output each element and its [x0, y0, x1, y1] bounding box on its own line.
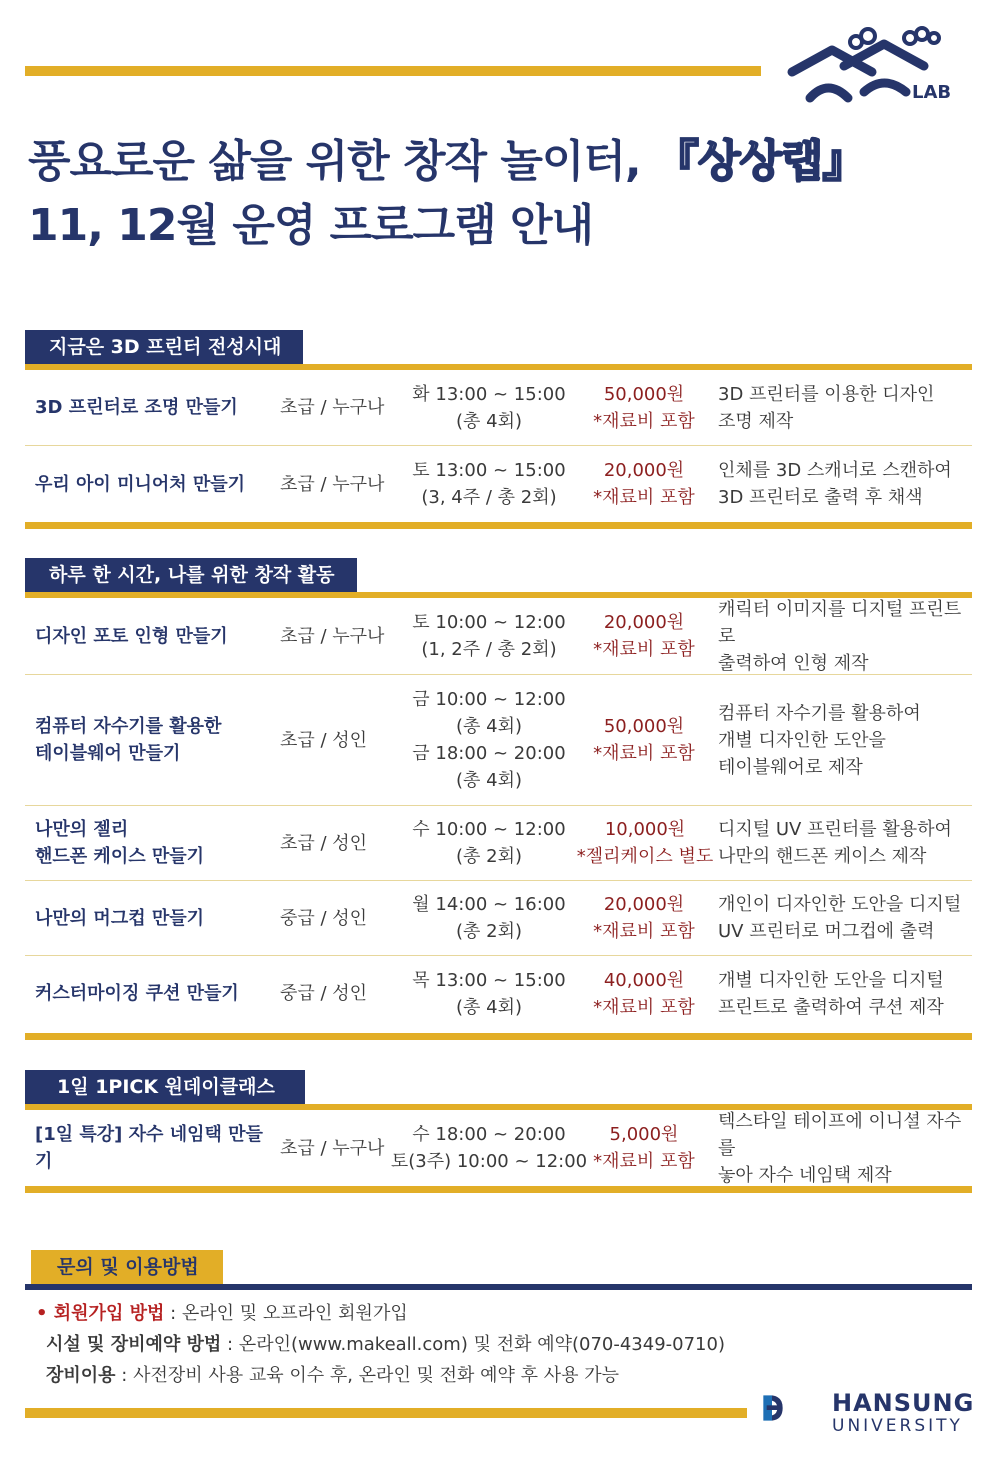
- title-line-2: 11, 12월 운영 프로그램 안내: [28, 200, 593, 251]
- name-line: 핸드폰 케이스 만들기: [35, 846, 205, 867]
- name-line: 3D 프린터로 조명 만들기: [35, 397, 238, 418]
- program-price: [578, 956, 710, 1031]
- section-tag: 하루 한 시간, 나를 위한 창작 활동: [25, 558, 357, 592]
- footer-sub: UNIVERSITY: [832, 1416, 963, 1436]
- program-price: [578, 370, 710, 445]
- desc-line: 나만의 핸드폰 케이스 제작: [718, 846, 927, 867]
- program-name: [35, 598, 280, 674]
- time-line: 금 18:00 ~ 20:00: [412, 743, 566, 764]
- program-description: [718, 956, 972, 1031]
- time-line: 수 18:00 ~ 20:00: [412, 1124, 566, 1145]
- time-line: 수 10:00 ~ 12:00: [412, 819, 566, 840]
- desc-line: UV 프린터로 머그컵에 출력: [718, 921, 935, 942]
- price-note: *재료비 포함: [593, 743, 695, 764]
- price-amount: 40,000원: [603, 969, 685, 991]
- desc-line: 3D 프린터를 이용한 디자인: [718, 383, 935, 405]
- program-row: [25, 675, 972, 806]
- name-line: 나만의 젤리: [35, 819, 129, 840]
- program-time: [400, 806, 578, 880]
- section-3d-printer: [25, 330, 972, 531]
- desc-line: 3D 프린터로 출력 후 채색: [718, 487, 923, 508]
- time-line: (총 4회): [456, 716, 522, 737]
- program-description: [718, 598, 972, 674]
- program-price: [578, 598, 710, 674]
- section-divider: [25, 1284, 972, 1290]
- program-price: [578, 881, 710, 955]
- price-note: *재료비 포함: [593, 1151, 695, 1172]
- price-note: *재료비 포함: [593, 487, 695, 508]
- desc-line: 개별 디자인한 도안을 디지털: [718, 969, 944, 991]
- desc-line: 텍스타일 테이프에 이니셜 자수를: [718, 1110, 962, 1159]
- program-price: [578, 675, 710, 805]
- time-line: (총 2회): [456, 921, 522, 942]
- program-level: [280, 370, 400, 445]
- info-label: 회원가입 방법: [53, 1303, 165, 1324]
- price-amount: 20,000원: [603, 460, 685, 481]
- info-text: : 온라인(www.makeall.com) 및 전화 예약(070-4349-0710): [221, 1334, 725, 1355]
- info-line-reservation: [36, 1329, 725, 1360]
- program-time: [400, 956, 578, 1031]
- program-description: [718, 446, 972, 522]
- info-line-signup: [36, 1298, 725, 1329]
- time-line: 토(3주) 10:00 ~ 12:00: [390, 1151, 588, 1172]
- program-price: [578, 1110, 710, 1186]
- program-time: [400, 675, 578, 805]
- program-level: [280, 956, 400, 1031]
- title-prefix: 풍요로운 삶을 위한 창작 놀이터,: [28, 136, 641, 187]
- program-description: [718, 1110, 972, 1186]
- section-info: [25, 1250, 972, 1290]
- desc-line: 인체를 3D 스캐너로 스캔하여: [718, 460, 952, 481]
- time-line: 토 13:00 ~ 15:00: [412, 460, 566, 481]
- level-text: 초급 / 누구나: [280, 1137, 385, 1159]
- program-description: [718, 881, 972, 955]
- level-text: 중급 / 성인: [280, 983, 368, 1004]
- program-level: [280, 806, 400, 880]
- level-text: 중급 / 성인: [280, 907, 368, 929]
- info-label: 장비이용: [46, 1365, 116, 1386]
- time-line: 토 10:00 ~ 12:00: [412, 612, 566, 633]
- section-bottom-divider: [25, 1033, 972, 1040]
- price-amount: 20,000원: [603, 612, 685, 633]
- program-name: [35, 370, 280, 445]
- program-description: [718, 675, 972, 805]
- time-line: 화 13:00 ~ 15:00: [412, 383, 566, 405]
- program-row: [25, 370, 972, 446]
- level-text: 초급 / 누구나: [280, 625, 385, 647]
- program-name: [35, 881, 280, 955]
- desc-line: 테이블웨어로 제작: [718, 756, 863, 778]
- price-amount: 50,000원: [603, 383, 685, 405]
- desc-line: 개인이 디자인한 도안을 디지털: [718, 894, 962, 915]
- time-line: (총 4회): [456, 770, 522, 791]
- program-row: [25, 1110, 972, 1186]
- info-label: 시설 및 장비예약 방법: [46, 1334, 222, 1355]
- level-text: 초급 / 누구나: [280, 397, 385, 418]
- level-text: 초급 / 성인: [280, 729, 368, 751]
- program-name: [35, 806, 280, 880]
- program-time: [400, 881, 578, 955]
- program-row: [25, 956, 972, 1031]
- section-tag: 문의 및 이용방법: [31, 1250, 223, 1284]
- program-level: [280, 675, 400, 805]
- section-bottom-divider: [25, 1186, 972, 1193]
- bullet-icon: •: [36, 1303, 54, 1324]
- name-line: 커스터마이징 쿠션 만들기: [35, 983, 239, 1004]
- program-name: [35, 446, 280, 522]
- info-text: : 온라인 및 오프라인 회원가입: [164, 1303, 408, 1324]
- desc-line: 개별 디자인한 도안을: [718, 729, 886, 751]
- desc-line: 프린트로 출력하여 쿠션 제작: [718, 996, 944, 1018]
- program-description: [718, 370, 972, 445]
- program-time: [400, 446, 578, 522]
- program-level: [280, 598, 400, 674]
- desc-line: 조명 제작: [718, 410, 794, 432]
- sangsang-lab-logo: [784, 26, 964, 110]
- hansung-university-logo: [762, 1366, 832, 1450]
- program-price: [570, 806, 720, 880]
- info-list: [36, 1298, 725, 1391]
- time-line: (총 4회): [456, 410, 522, 432]
- program-row: [25, 446, 972, 522]
- time-line: (총 2회): [456, 846, 522, 867]
- name-line: 테이블웨어 만들기: [35, 743, 181, 764]
- logo-lab-text: LAB: [912, 82, 952, 103]
- name-line: 우리 아이 미니어처 만들기: [35, 473, 246, 495]
- desc-line: 캐릭터 이미지를 디지털 프린트로: [718, 598, 962, 647]
- time-line: (1, 2주 / 총 2회): [421, 639, 557, 660]
- price-note: *재료비 포함: [593, 921, 695, 942]
- price-amount: 50,000원: [603, 716, 685, 737]
- title-highlight: 『상상랩』: [654, 136, 866, 187]
- program-level: [280, 446, 400, 522]
- section-oneday-class: [25, 1070, 972, 1194]
- program-name: [35, 1110, 280, 1186]
- page-title: [28, 130, 968, 258]
- price-amount: 10,000원: [604, 819, 686, 840]
- level-text: 초급 / 성인: [280, 832, 368, 854]
- desc-line: 디지털 UV 프린터를 활용하여: [718, 819, 952, 840]
- price-note: *재료비 포함: [593, 410, 695, 432]
- name-line: 나만의 머그컵 만들기: [35, 907, 205, 929]
- program-name: [35, 675, 280, 805]
- price-note: *재료비 포함: [593, 639, 695, 660]
- section-bottom-divider: [25, 522, 972, 529]
- name-line: 디자인 포토 인형 만들기: [35, 625, 228, 647]
- price-note: *재료비 포함: [593, 996, 695, 1018]
- section-tag: 지금은 3D 프린터 전성시대: [25, 330, 303, 364]
- top-divider: [25, 66, 761, 76]
- desc-line: 출력하여 인형 제작: [718, 652, 869, 674]
- name-line: 컴퓨터 자수기를 활용한: [35, 716, 222, 737]
- time-line: (총 4회): [456, 996, 522, 1018]
- price-note: *젤리케이스 별도: [576, 846, 714, 867]
- program-time: [400, 598, 578, 674]
- program-time: [400, 370, 578, 445]
- program-row: [25, 806, 972, 881]
- info-line-equipment: [36, 1360, 725, 1391]
- footer-name: HANSUNG: [832, 1389, 975, 1417]
- program-price: [578, 446, 710, 522]
- time-line: (3, 4주 / 총 2회): [421, 487, 557, 508]
- info-text: : 사전장비 사용 교육 이수 후, 온라인 및 전화 예약 후 사용 가능: [115, 1365, 620, 1386]
- program-name: [35, 956, 280, 1031]
- section-creative-activity: [25, 558, 972, 1042]
- section-tag: 1일 1PICK 원데이클래스: [25, 1070, 305, 1104]
- time-line: 금 10:00 ~ 12:00: [412, 689, 566, 710]
- desc-line: 놓아 자수 네임택 제작: [718, 1164, 892, 1186]
- program-description: [718, 806, 972, 880]
- name-line: [1일 특강] 자수 네임택 만들기: [35, 1124, 263, 1172]
- desc-line: 컴퓨터 자수기를 활용하여: [718, 702, 921, 724]
- level-text: 초급 / 누구나: [280, 473, 385, 495]
- program-row: [25, 598, 972, 675]
- time-line: 월 14:00 ~ 16:00: [412, 894, 566, 915]
- program-row: [25, 881, 972, 956]
- program-time: [390, 1110, 588, 1186]
- price-amount: 20,000원: [603, 894, 685, 915]
- time-line: 목 13:00 ~ 15:00: [412, 969, 566, 991]
- title-line-1: [28, 130, 968, 194]
- price-amount: 5,000원: [609, 1124, 679, 1145]
- program-level: [280, 1110, 400, 1186]
- program-level: [280, 881, 400, 955]
- footer-divider: [25, 1408, 747, 1418]
